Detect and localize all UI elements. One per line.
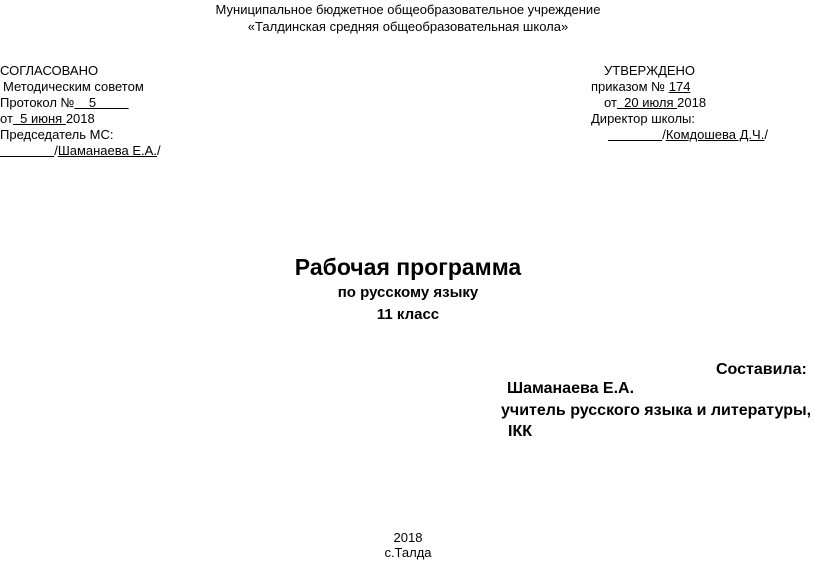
date-year: 2018 [677,95,707,110]
protocol-number: 5 [74,95,129,110]
order-prefix: приказом № [591,79,669,94]
author-category: IКК [508,423,532,440]
date-prefix: от [604,95,617,110]
signature-blank [608,127,662,142]
signature-slash-close: / [156,143,161,158]
signature-slash-close: / [764,127,768,142]
approval-left-protocol [0,95,129,111]
approval-left-council: Методическим советом [3,79,144,94]
signature-blank [0,143,54,158]
date-value: 5 июня [12,111,66,126]
order-number: 174 [668,79,691,94]
approval-left-signature [0,143,161,159]
date-value: 20 июля [616,95,678,110]
signature-name: Шаманаева Е.А. [57,143,157,158]
footer-place: с.Талда [384,545,432,560]
approval-right-date [604,95,706,111]
approval-right-order [591,79,690,95]
author-label: Составила: [716,361,807,378]
signature-name: Комдошева Д.Ч. [665,127,765,142]
approval-left-title: СОГЛАСОВАНО [0,63,99,78]
date-prefix: от [0,111,13,126]
document-title: Рабочая программа [294,254,522,280]
author-name: Шаманаева Е.А. [507,380,635,397]
approval-left-chair-label: Председатель МС: [0,127,114,142]
author-position: учитель русского языка и литературы, [501,402,812,419]
org-name-line1: Муниципальное бюджетное общеобразовательное учреждение [215,2,601,17]
document-subject: по русскому языку [337,284,479,301]
approval-right-title: УТВЕРЖДЕНО [604,63,696,78]
footer-year: 2018 [393,530,423,545]
signature-slash-open: / [662,127,666,142]
date-year: 2018 [65,111,95,126]
org-name-line2: «Талдинская средняя общеобразовательная школа» [247,19,569,34]
approval-right-signature [608,127,768,143]
protocol-prefix: Протокол № [0,95,75,110]
signature-slash-open: / [54,143,58,158]
document-grade: 11 класс [376,306,440,323]
approval-left-date [0,111,95,127]
approval-right-director-label: Директор школы: [591,111,695,126]
